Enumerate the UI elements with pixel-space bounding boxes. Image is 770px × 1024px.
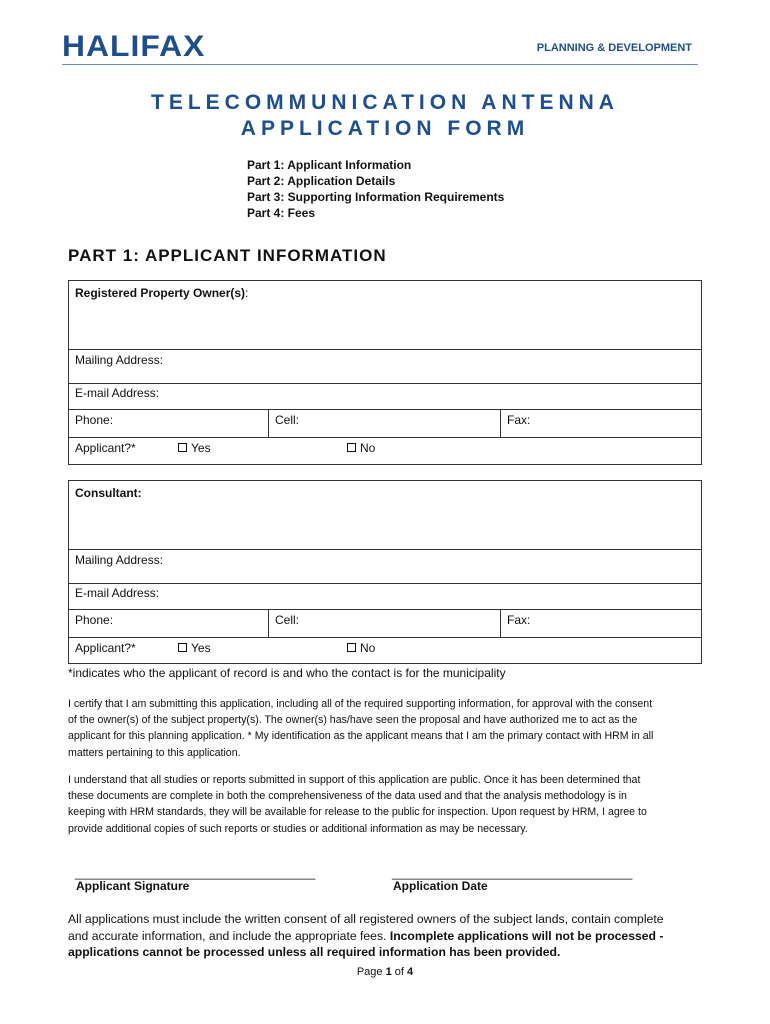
contents-item: Part 2: Application Details: [247, 174, 396, 188]
signature-label: Applicant Signature: [76, 879, 190, 893]
form-title-line1: TELECOMMUNICATION ANTENNA: [151, 91, 619, 114]
owner-mailing-row[interactable]: [69, 349, 701, 383]
understand-paragraph: I understand that all studies or reports submitted in support of this application are public. Once it has been determined that these documents are complete in both the comprehensiveness of the data used and that the analysis methodology is in keeping with HRM standards, they will be available for release to the public for inspection. Upon request by HRM, I agree to provide additional copies of such reports or studies or additional information as may be necessary.: [68, 774, 647, 835]
part1-heading: PART 1: APPLICANT INFORMATION: [68, 246, 387, 265]
consultant-yes-checkbox[interactable]: [178, 643, 187, 652]
owner-email-label: E-mail Address:: [75, 386, 160, 400]
contents-item: Part 1: Applicant Information: [247, 158, 412, 172]
owner-section-colon: :: [245, 286, 249, 300]
contents-item: Part 3: Supporting Information Requirements: [247, 190, 505, 204]
owner-email-row[interactable]: [69, 383, 701, 409]
owner-phone-row: [69, 409, 701, 437]
owner-applicant-label: Applicant?*: [75, 441, 136, 455]
owner-yes-checkbox[interactable]: [178, 443, 187, 452]
consultant-info-table: [68, 480, 702, 664]
consultant-phone-row: [69, 609, 701, 637]
date-label: Application Date: [393, 879, 488, 893]
consultant-name-row[interactable]: [69, 481, 701, 549]
owner-applicant-row: [69, 437, 701, 466]
consultant-no-label: No: [360, 641, 376, 655]
owner-section-label: Registered Property Owner(s): [75, 286, 246, 300]
final-notice: All applications must include the written consent of all registered owners of the subject lands, contain complete and accurate information, and include the appropriate fees. Incomplete applications will not be processed - applications cannot be processed unless all required information has been provided.: [68, 912, 664, 959]
owner-cell-label[interactable]: Cell:: [275, 413, 300, 427]
consultant-email-row[interactable]: [69, 583, 701, 609]
consultant-no-checkbox[interactable]: [347, 643, 356, 652]
department-label: PLANNING & DEVELOPMENT: [536, 42, 692, 54]
certify-paragraph: I certify that I am submitting this application, including all of the required supporting information, for approval with the consent of the owner(s) of the subject property(s). The owner(s) has/have seen the proposal and have authorized me to act as the applicant for this planning application. * My identification as the applicant means that I am the primary contact with HRM in all matters pertaining to this application.: [68, 698, 654, 759]
owner-info-table: [68, 280, 702, 465]
owner-phone-label[interactable]: Phone:: [75, 413, 114, 427]
halifax-logo: HALIFAX: [62, 30, 206, 63]
owner-no-checkbox[interactable]: [347, 443, 356, 452]
consultant-phone-label[interactable]: Phone:: [75, 613, 114, 627]
signature-line[interactable]: ____________________________________: [75, 866, 316, 880]
consultant-mailing-label: Mailing Address:: [75, 553, 164, 567]
consultant-applicant-row: [69, 637, 701, 665]
consultant-email-label: E-mail Address:: [75, 586, 160, 600]
consultant-yes-label: Yes: [191, 641, 211, 655]
owner-name-row[interactable]: [69, 281, 701, 349]
owner-no-label: No: [360, 441, 376, 455]
consultant-cell-label[interactable]: Cell:: [275, 613, 300, 627]
consultant-section-label: Consultant:: [75, 486, 142, 500]
consultant-applicant-label: Applicant?*: [75, 641, 136, 655]
page-number: Page 1 of 4: [356, 966, 414, 978]
consultant-mailing-row[interactable]: [69, 549, 701, 583]
form-title-line2: APPLICATION FORM: [240, 117, 530, 140]
date-line[interactable]: ____________________________________: [392, 866, 633, 880]
applicant-footnote: *indicates who the applicant of record is and who the contact is for the municipality: [68, 666, 506, 680]
owner-fax-label[interactable]: Fax:: [507, 413, 531, 427]
owner-yes-label: Yes: [191, 441, 211, 455]
owner-mailing-label: Mailing Address:: [75, 353, 164, 367]
contents-item: Part 4: Fees: [247, 206, 316, 220]
consultant-fax-label[interactable]: Fax:: [507, 613, 531, 627]
header-divider: [62, 64, 698, 65]
